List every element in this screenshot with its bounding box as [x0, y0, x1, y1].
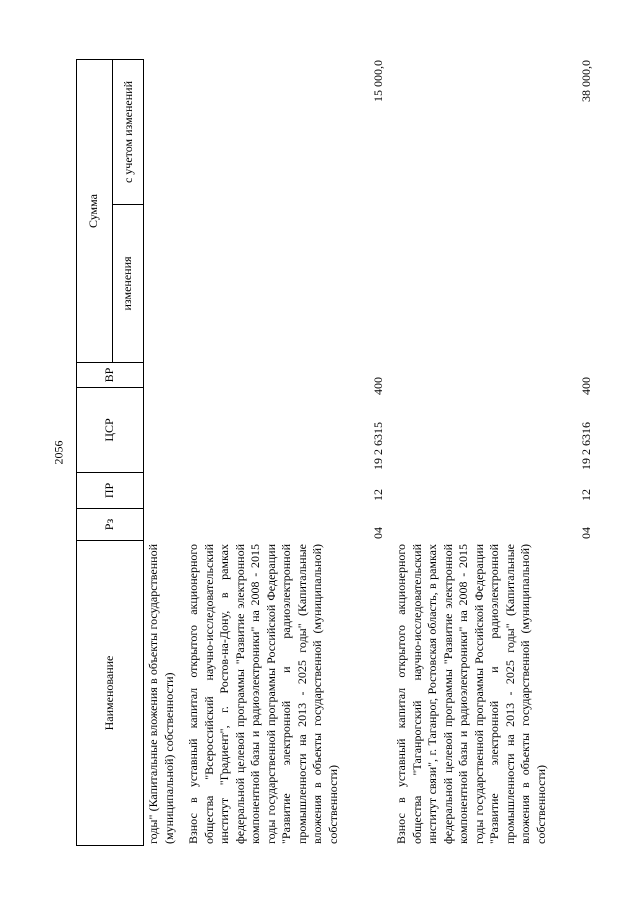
row-csr: 19 2 6315 [371, 422, 385, 470]
row-rz: 04 [371, 527, 385, 539]
page-number: 2056 [51, 440, 66, 465]
budget-table [76, 59, 607, 846]
row-csr: 19 2 6316 [579, 422, 593, 470]
table-row-name: Взнос в уставный капитал открытого акционерного общества "Таганрогский научно-исследовательский институт связи", г. Таганрог, Ростовская область, в рамках федеральной целевой программы "Развитие электронной компонентной базы и радиоэлектроники" на 2008 - 2015 годы государственной программы Российской Федерации "Развитие электронной и радиоэлектронной промышленности на 2013 - 2025 годы" (Капитальные вложения в объекты государственной (муниципальной) собственности) [394, 544, 548, 844]
header-rz: Рз [101, 518, 116, 531]
table-row-name: годы" (Капитальные вложения в объекты государственной (муниципальной) собственности) [146, 544, 176, 844]
row-pr: 12 [579, 489, 593, 501]
row-rz: 04 [579, 527, 593, 539]
header-name: Наименование [101, 655, 116, 731]
row-vr: 400 [579, 377, 593, 395]
table-row-name: Взнос в уставный капитал открытого акционерного общества "Всероссийский научно-исследовательский институт "Градиент", г. Ростов-на-Дону, в рамках федеральной целевой программы "Развитие электронной компонентной базы и радиоэлектроники" на 2008 - 2015 годы государственной программы Российской Федерации "Развитие электронной и радиоэлектронной промышленности на 2013 - 2025 годы" (Капитальные вложения в объекты государственной (муниципальной) собственности) [186, 544, 340, 844]
col-sep-left [76, 845, 144, 846]
rotated-page [76, 59, 607, 846]
header-vr: ВР [101, 367, 116, 383]
row-vr: 400 [371, 377, 385, 395]
header-csr: ЦСР [101, 418, 116, 442]
row-with-change: 15 000,0 [371, 60, 385, 102]
header-bottom-border [143, 59, 144, 846]
row-with-change: 38 000,0 [579, 60, 593, 102]
header-with-change: с учетом изменений [120, 80, 135, 184]
header-change: изменения [120, 256, 135, 311]
header-pr: ПР [101, 482, 116, 499]
row-pr: 12 [371, 489, 385, 501]
header-sum: Сумма [86, 194, 101, 228]
